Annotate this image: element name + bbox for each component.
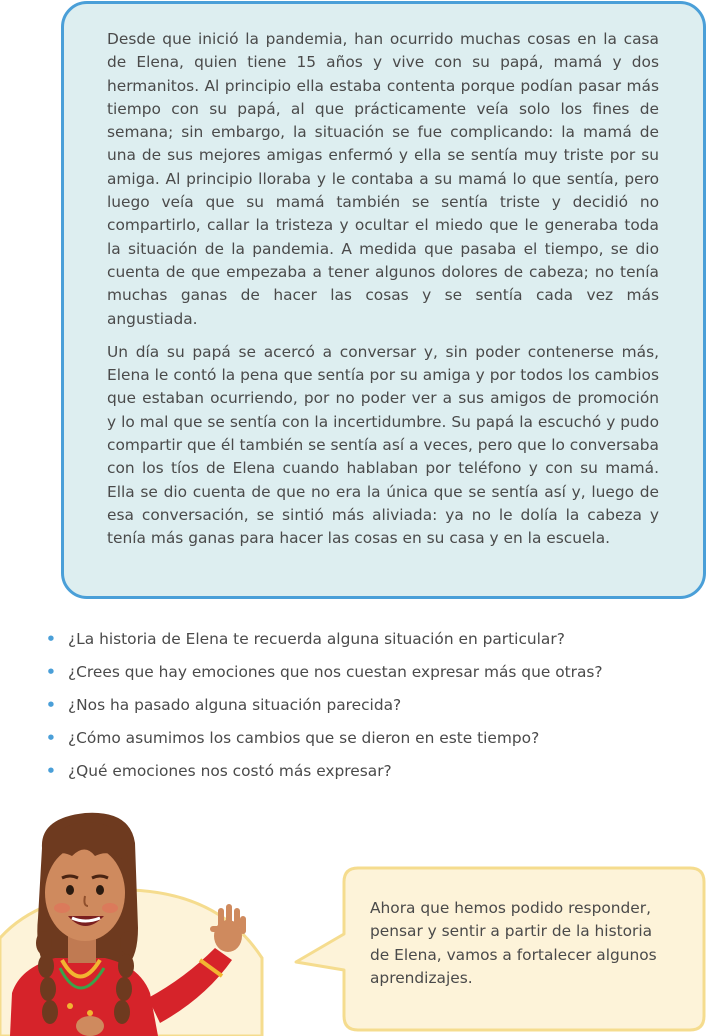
bullet-icon: • <box>46 696 56 714</box>
question-item <box>46 760 686 782</box>
question-item <box>46 628 686 650</box>
bubble-text: Ahora que hemos podido responder, pensar y sentir a partir de la historia de Elena, vamos a fortalecer algunos aprendizajes. <box>370 899 657 987</box>
question-text: ¿Nos ha pasado alguna situación parecida? <box>68 696 402 714</box>
bullet-icon: • <box>46 762 56 780</box>
right-eye <box>96 885 104 895</box>
story-paragraph-1: Desde que inició la pandemia, han ocurrido muchas cosas en la casa de Elena, quien tiene 15 años y vive con su papá, mamá y dos hermanitos. Al principio ella estaba contenta porque podían pasar más tiempo con su papá, al que prácticamente veía solo los fines de semana; sin embargo, la situación se fue complicando: la mamá de una de sus mejores amigas enfermó y ella se sentía muy triste por su amiga. Al principio lloraba y le contaba a su mamá lo que sentía, pero luego veía que su mamá también se sentía triste y decidió no compartirlo, callar la tristeza y ocultar el miedo que le generaba toda la situación de la pandemia. A medida que pasaba el tiempo, se dio cuenta de que empezaba a tener algunos dolores de cabeza; no tenía muchas ganas de hacer las cosas y se sentía cada vez más angustiada. <box>107 30 659 328</box>
question-item <box>46 694 686 716</box>
chest-hand <box>76 1016 104 1036</box>
question-item <box>46 661 686 683</box>
question-text: ¿Cómo asumimos los cambios que se dieron en este tiempo? <box>68 729 540 747</box>
story-box <box>61 1 706 599</box>
bullet-icon: • <box>46 663 56 681</box>
girl-character-illustration <box>0 808 290 1036</box>
question-text: ¿Qué emociones nos costó más expresar? <box>68 762 392 780</box>
question-text: ¿Crees que hay emociones que nos cuestan expresar más que otras? <box>68 663 603 681</box>
question-item <box>46 727 686 749</box>
face <box>45 845 125 941</box>
question-text: ¿La historia de Elena te recuerda alguna situación en particular? <box>68 630 565 648</box>
story-paragraph-2: Un día su papá se acercó a conversar y, sin poder contenerse más, Elena le contó la pena que sentía por su amiga y por todos los cambios que estaban ocurriendo, por no poder ver a sus amigos de promoción y lo mal que se sentía con la incertidumbre. Su papá la escuchó y pudo compartir que él también se sentía así a veces, pero que lo conversaba con los tíos de Elena cuando hablaban por teléfono y con su mamá. Ella se dio cuenta de que no era la única que se sentía así y, luego de esa conversación, se sintió más aliviada: ya no le dolía la cabeza y tenía más ganas para hacer las cosas en su casa y en la escuela. <box>107 342 659 548</box>
left-eye <box>66 885 74 895</box>
reflection-questions <box>46 628 686 793</box>
bullet-icon: • <box>46 630 56 648</box>
bullet-icon: • <box>46 729 56 747</box>
